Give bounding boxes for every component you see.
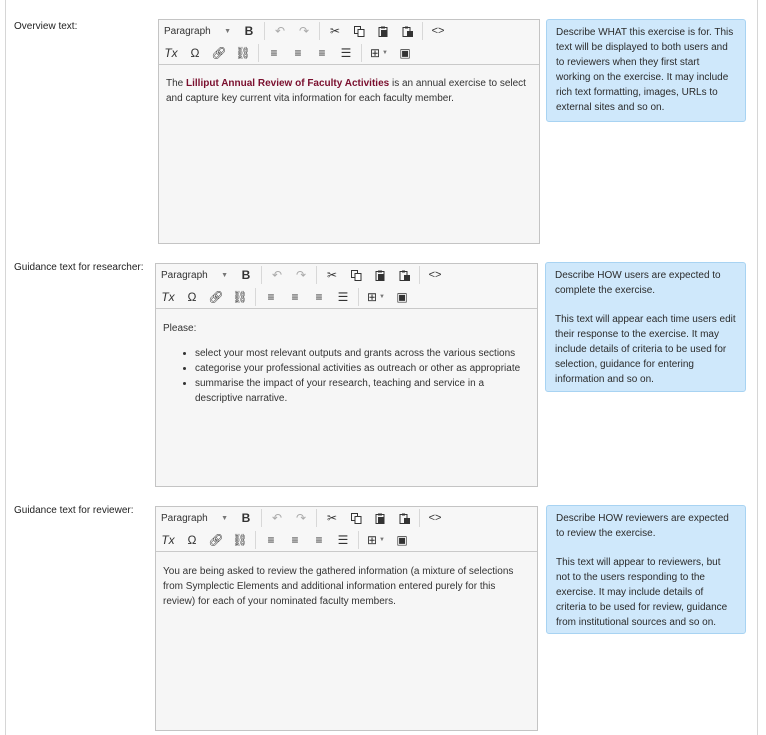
align-center-icon[interactable]: ≡ [291, 533, 299, 547]
toolbar-divider [261, 266, 262, 284]
toolbar-divider [255, 531, 256, 549]
align-center-icon[interactable]: ≡ [291, 290, 299, 304]
toolbar-divider [255, 288, 256, 306]
unlink-icon[interactable]: ⛓︎ [235, 46, 251, 60]
editor-toolbar [156, 264, 537, 309]
copy-icon[interactable] [344, 508, 368, 528]
toolbar-divider [419, 509, 420, 527]
toolbar-divider [316, 266, 317, 284]
editor-content-area[interactable] [156, 309, 537, 486]
list-item: • select your most relevant outputs and grants across the various sections [195, 346, 530, 361]
researcher-guidance-label: Guidance text for researcher: [14, 262, 144, 273]
paste-icon[interactable] [368, 265, 392, 285]
special-character-icon[interactable]: Ω [190, 46, 200, 60]
media-icon[interactable]: ▣ [396, 290, 408, 304]
editor-toolbar [156, 507, 537, 552]
format-dropdown-label: Paragraph [161, 512, 208, 524]
toolbar-divider [422, 22, 423, 40]
link-icon[interactable]: 🔗︎ [208, 533, 224, 547]
format-dropdown[interactable] [156, 508, 234, 528]
link-icon[interactable]: 🔗︎ [208, 290, 224, 304]
copy-icon[interactable] [347, 21, 371, 41]
toolbar-divider [258, 44, 259, 62]
overview-text-label: Overview text: [14, 21, 78, 32]
undo-icon[interactable]: ↶ [271, 511, 283, 525]
toolbar-divider [319, 22, 320, 40]
align-left-icon[interactable]: ≡ [267, 533, 275, 547]
page-border-left [5, 0, 6, 735]
toolbar-divider [361, 44, 362, 62]
justify-icon[interactable]: ☰ [340, 46, 352, 60]
table-icon[interactable]: ⊞ ▼ [366, 533, 385, 547]
media-icon[interactable]: ▣ [399, 46, 411, 60]
help-text: This text will appear to reviewers, but not to the users responding to the exercise. It may include details of criteria to be used for review, guidance from institutional sources and so on. [556, 557, 728, 628]
help-text: Describe WHAT this exercise is for. This text will be displayed to both users and to reviewers when they first start working on the exercise. It may include rich text formatting, images, URLs to external sites and so on. [556, 27, 734, 113]
align-right-icon[interactable]: ≡ [315, 533, 323, 547]
source-code-icon[interactable]: <> [428, 512, 442, 524]
redo-icon[interactable]: ↷ [298, 24, 310, 38]
researcher-help-box [545, 262, 746, 392]
highlighted-title: Lilliput Annual Review of Faculty Activities [186, 78, 390, 89]
source-code-icon[interactable]: <> [431, 25, 445, 37]
format-dropdown-label: Paragraph [161, 269, 208, 281]
copy-icon[interactable] [344, 265, 368, 285]
redo-icon[interactable]: ↷ [295, 268, 307, 282]
cut-icon[interactable]: ✂ [329, 24, 341, 38]
overview-paragraph [166, 76, 532, 106]
table-icon[interactable]: ⊞ ▼ [366, 290, 385, 304]
text-segment: The [166, 78, 187, 89]
page-border-right [757, 0, 758, 735]
clear-formatting-icon[interactable]: Tx [161, 290, 175, 304]
toolbar-divider [316, 509, 317, 527]
source-code-icon[interactable]: <> [428, 269, 442, 281]
link-icon[interactable]: 🔗︎ [211, 46, 227, 60]
align-right-icon[interactable]: ≡ [318, 46, 326, 60]
help-text: This text will appear each time users edit their response to the exercise. It may include details of criteria to be used for selection, guidance for entering information and so on. [555, 314, 736, 385]
overview-help-box [546, 19, 746, 122]
media-icon[interactable]: ▣ [396, 533, 408, 547]
bold-icon[interactable]: B [241, 511, 251, 525]
special-character-icon[interactable]: Ω [187, 533, 197, 547]
format-dropdown-label: Paragraph [164, 25, 211, 37]
overview-text-editor [158, 19, 540, 244]
paste-text-icon[interactable] [392, 265, 416, 285]
align-left-icon[interactable]: ≡ [270, 46, 278, 60]
undo-icon[interactable]: ↶ [271, 268, 283, 282]
clear-formatting-icon[interactable]: Tx [164, 46, 178, 60]
toolbar-divider [264, 22, 265, 40]
bold-icon[interactable]: B [241, 268, 251, 282]
cut-icon[interactable]: ✂ [326, 268, 338, 282]
align-right-icon[interactable]: ≡ [315, 290, 323, 304]
list-item: • summarise the impact of your research, teaching and service in a descriptive narrative. [195, 376, 530, 406]
paste-icon[interactable] [371, 21, 395, 41]
chevron-down-icon: ▼ [221, 514, 228, 522]
undo-icon[interactable]: ↶ [274, 24, 286, 38]
reviewer-guidance-editor [155, 506, 538, 731]
text-segment: is an annual exercise to select and capture key current vita information for each faculty member. [166, 78, 526, 104]
format-dropdown[interactable] [156, 265, 234, 285]
editor-toolbar [159, 20, 539, 65]
table-icon[interactable]: ⊞ ▼ [369, 46, 388, 60]
format-dropdown[interactable] [159, 21, 237, 41]
bullet-list [163, 346, 530, 406]
intro-text: Please: [163, 323, 197, 334]
editor-content-area[interactable] [159, 65, 539, 243]
clear-formatting-icon[interactable]: Tx [161, 533, 175, 547]
reviewer-paragraph: You are being asked to review the gathered information (a mixture of selections from Symplectic Elements and additional information entered purely for this review) for each of your nominated faculty members. [163, 566, 514, 607]
toolbar-divider [419, 266, 420, 284]
chevron-down-icon: ▼ [221, 271, 228, 279]
align-center-icon[interactable]: ≡ [294, 46, 302, 60]
researcher-guidance-editor [155, 263, 538, 487]
justify-icon[interactable]: ☰ [337, 290, 349, 304]
help-text: Describe HOW reviewers are expected to review the exercise. [556, 513, 729, 539]
paste-text-icon[interactable] [395, 21, 419, 41]
list-item: • categorise your professional activities as outreach or other as appropriate [195, 361, 530, 376]
unlink-icon[interactable]: ⛓︎ [232, 290, 248, 304]
bold-icon[interactable]: B [244, 24, 254, 38]
reviewer-help-box [546, 505, 746, 634]
special-character-icon[interactable]: Ω [187, 290, 197, 304]
unlink-icon[interactable]: ⛓︎ [232, 533, 248, 547]
toolbar-divider [358, 531, 359, 549]
align-left-icon[interactable]: ≡ [267, 290, 275, 304]
paste-icon[interactable] [368, 508, 392, 528]
cut-icon[interactable]: ✂ [326, 511, 338, 525]
paste-text-icon[interactable] [392, 508, 416, 528]
justify-icon[interactable]: ☰ [337, 533, 349, 547]
editor-content-area[interactable] [156, 552, 537, 730]
help-text: Describe HOW users are expected to complete the exercise. [555, 270, 721, 296]
toolbar-divider [261, 509, 262, 527]
reviewer-guidance-label: Guidance text for reviewer: [14, 505, 134, 516]
redo-icon[interactable]: ↷ [295, 511, 307, 525]
chevron-down-icon: ▼ [224, 27, 231, 35]
toolbar-divider [358, 288, 359, 306]
